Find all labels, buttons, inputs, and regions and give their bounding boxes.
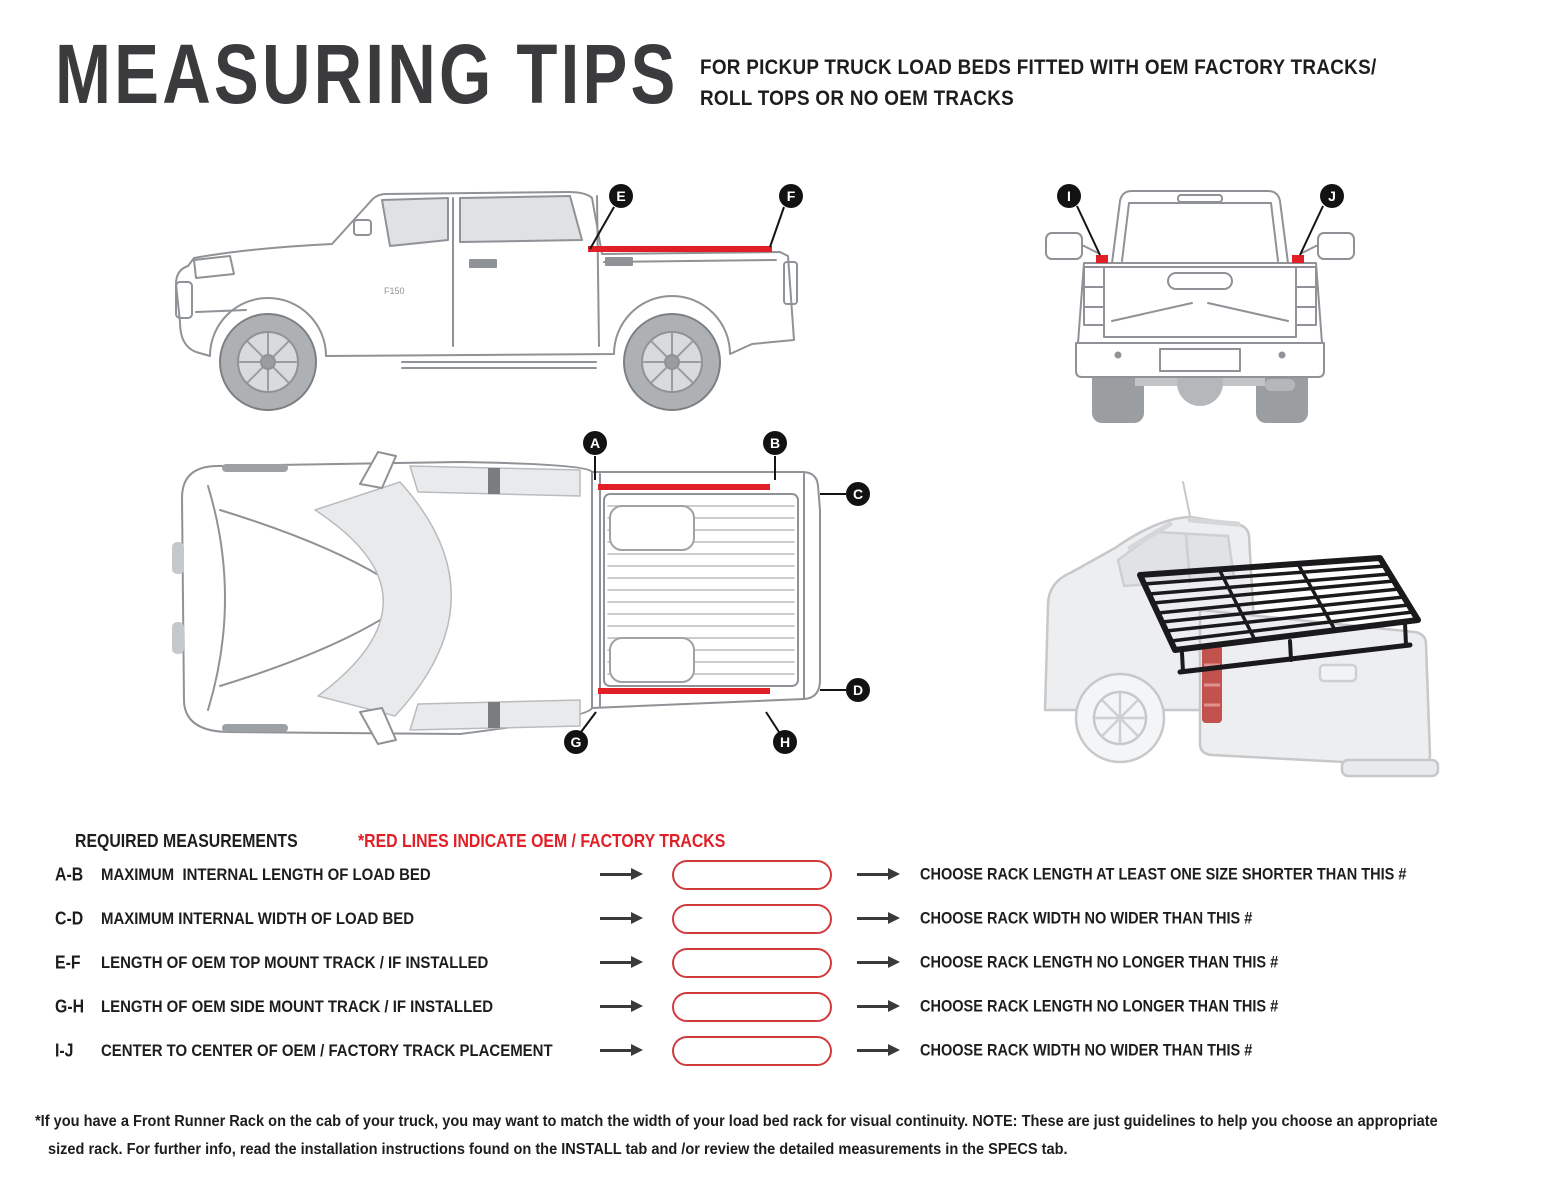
oem-side-track-red-line-top — [598, 484, 770, 490]
measurements-table — [55, 853, 1525, 1077]
measure-code: G-H — [55, 996, 85, 1017]
arrow-right-icon — [857, 917, 888, 920]
truck-side-view-illustration — [150, 162, 830, 432]
rack-choice-instruction: CHOOSE RACK LENGTH NO LONGER THAN THIS # — [920, 953, 1279, 972]
measure-code: E-F — [55, 952, 81, 973]
rack-choice-instruction: CHOOSE RACK LENGTH NO LONGER THAN THIS # — [920, 997, 1279, 1016]
truck-rear-view-illustration — [1040, 175, 1360, 430]
measure-code: C-D — [55, 908, 84, 929]
measure-label: MAXIMUM INTERNAL WIDTH OF LOAD BED — [101, 909, 415, 928]
arrow-right-icon — [600, 1005, 631, 1008]
measurement-value-field — [672, 948, 832, 978]
oem-track-mark-left — [1096, 255, 1108, 263]
page-title: MEASURING TIPS — [55, 27, 679, 121]
arrow-right-icon — [857, 961, 888, 964]
footnote-line-1: *If you have a Front Runner Rack on the cab of your truck, you may want to match the width of your load bed rack for visual continuity. NOTE: These are just guidelines to help you choose an appropriate — [35, 1113, 1438, 1130]
measurement-row-ab — [55, 853, 1525, 897]
arrow-right-icon — [600, 873, 631, 876]
measure-point-badge-i: I — [1057, 184, 1081, 208]
measurement-row-ef — [55, 941, 1525, 985]
measurement-value-field — [672, 904, 832, 934]
measurement-value-field — [672, 992, 832, 1022]
measurement-row-cd — [55, 897, 1525, 941]
measurement-value-field — [672, 860, 832, 890]
badge-connector-lines — [590, 207, 784, 249]
oem-track-mark-right — [1292, 255, 1304, 263]
measure-code: A-B — [55, 864, 84, 885]
arrow-right-icon — [857, 1005, 888, 1008]
measure-point-badge-c: C — [846, 482, 870, 506]
measure-point-badge-g: G — [564, 730, 588, 754]
measure-label: LENGTH OF OEM TOP MOUNT TRACK / IF INSTALLED — [101, 953, 489, 972]
measure-label: LENGTH OF OEM SIDE MOUNT TRACK / IF INSTALLED — [101, 997, 493, 1016]
measure-point-badge-f: F — [779, 184, 803, 208]
measurement-row-ij — [55, 1029, 1525, 1073]
footnote-line-2: sized rack. For further info, read the installation instructions found on the INSTALL tab and /or review the detailed measurements in the SPECS tab. — [48, 1141, 1068, 1158]
measurement-value-field — [672, 1036, 832, 1066]
measure-point-badge-e: E — [609, 184, 633, 208]
load-bed-rack-product-image — [990, 460, 1470, 800]
arrow-right-icon — [600, 917, 631, 920]
measure-point-badge-d: D — [846, 678, 870, 702]
measure-code: I-J — [55, 1040, 74, 1061]
rack-choice-instruction: CHOOSE RACK WIDTH NO WIDER THAN THIS # — [920, 1041, 1253, 1060]
measure-label: CENTER TO CENTER OF OEM / FACTORY TRACK PLACEMENT — [101, 1041, 553, 1060]
rack-choice-instruction: CHOOSE RACK WIDTH NO WIDER THAN THIS # — [920, 909, 1253, 928]
measure-point-badge-a: A — [583, 431, 607, 455]
fender-badge-text: F150 — [384, 286, 405, 296]
section-title: REQUIRED MEASUREMENTS — [75, 831, 298, 851]
taillight — [1202, 645, 1222, 723]
subtitle-line-2: ROLL TOPS OR NO OEM TRACKS — [700, 87, 1015, 110]
measure-point-badge-j: J — [1320, 184, 1344, 208]
red-lines-note: *RED LINES INDICATE OEM / FACTORY TRACKS — [358, 831, 726, 851]
arrow-right-icon — [857, 1049, 888, 1052]
measure-point-badge-b: B — [763, 431, 787, 455]
truck-top-view-illustration — [160, 450, 880, 870]
arrow-right-icon — [857, 873, 888, 876]
subtitle-line-1: FOR PICKUP TRUCK LOAD BEDS FITTED WITH OEM FACTORY TRACKS/ — [700, 56, 1377, 79]
measurement-row-gh — [55, 985, 1525, 1029]
arrow-right-icon — [600, 961, 631, 964]
rack-choice-instruction: CHOOSE RACK LENGTH AT LEAST ONE SIZE SHORTER THAN THIS # — [920, 865, 1407, 884]
oem-top-track-red-line — [588, 246, 772, 252]
arrow-right-icon — [600, 1049, 631, 1052]
page-subtitle — [700, 52, 1520, 114]
measure-label: MAXIMUM INTERNAL LENGTH OF LOAD BED — [101, 865, 431, 884]
oem-side-track-red-line-bottom — [598, 688, 770, 694]
footnote — [35, 1108, 1535, 1164]
measure-point-badge-h: H — [773, 730, 797, 754]
